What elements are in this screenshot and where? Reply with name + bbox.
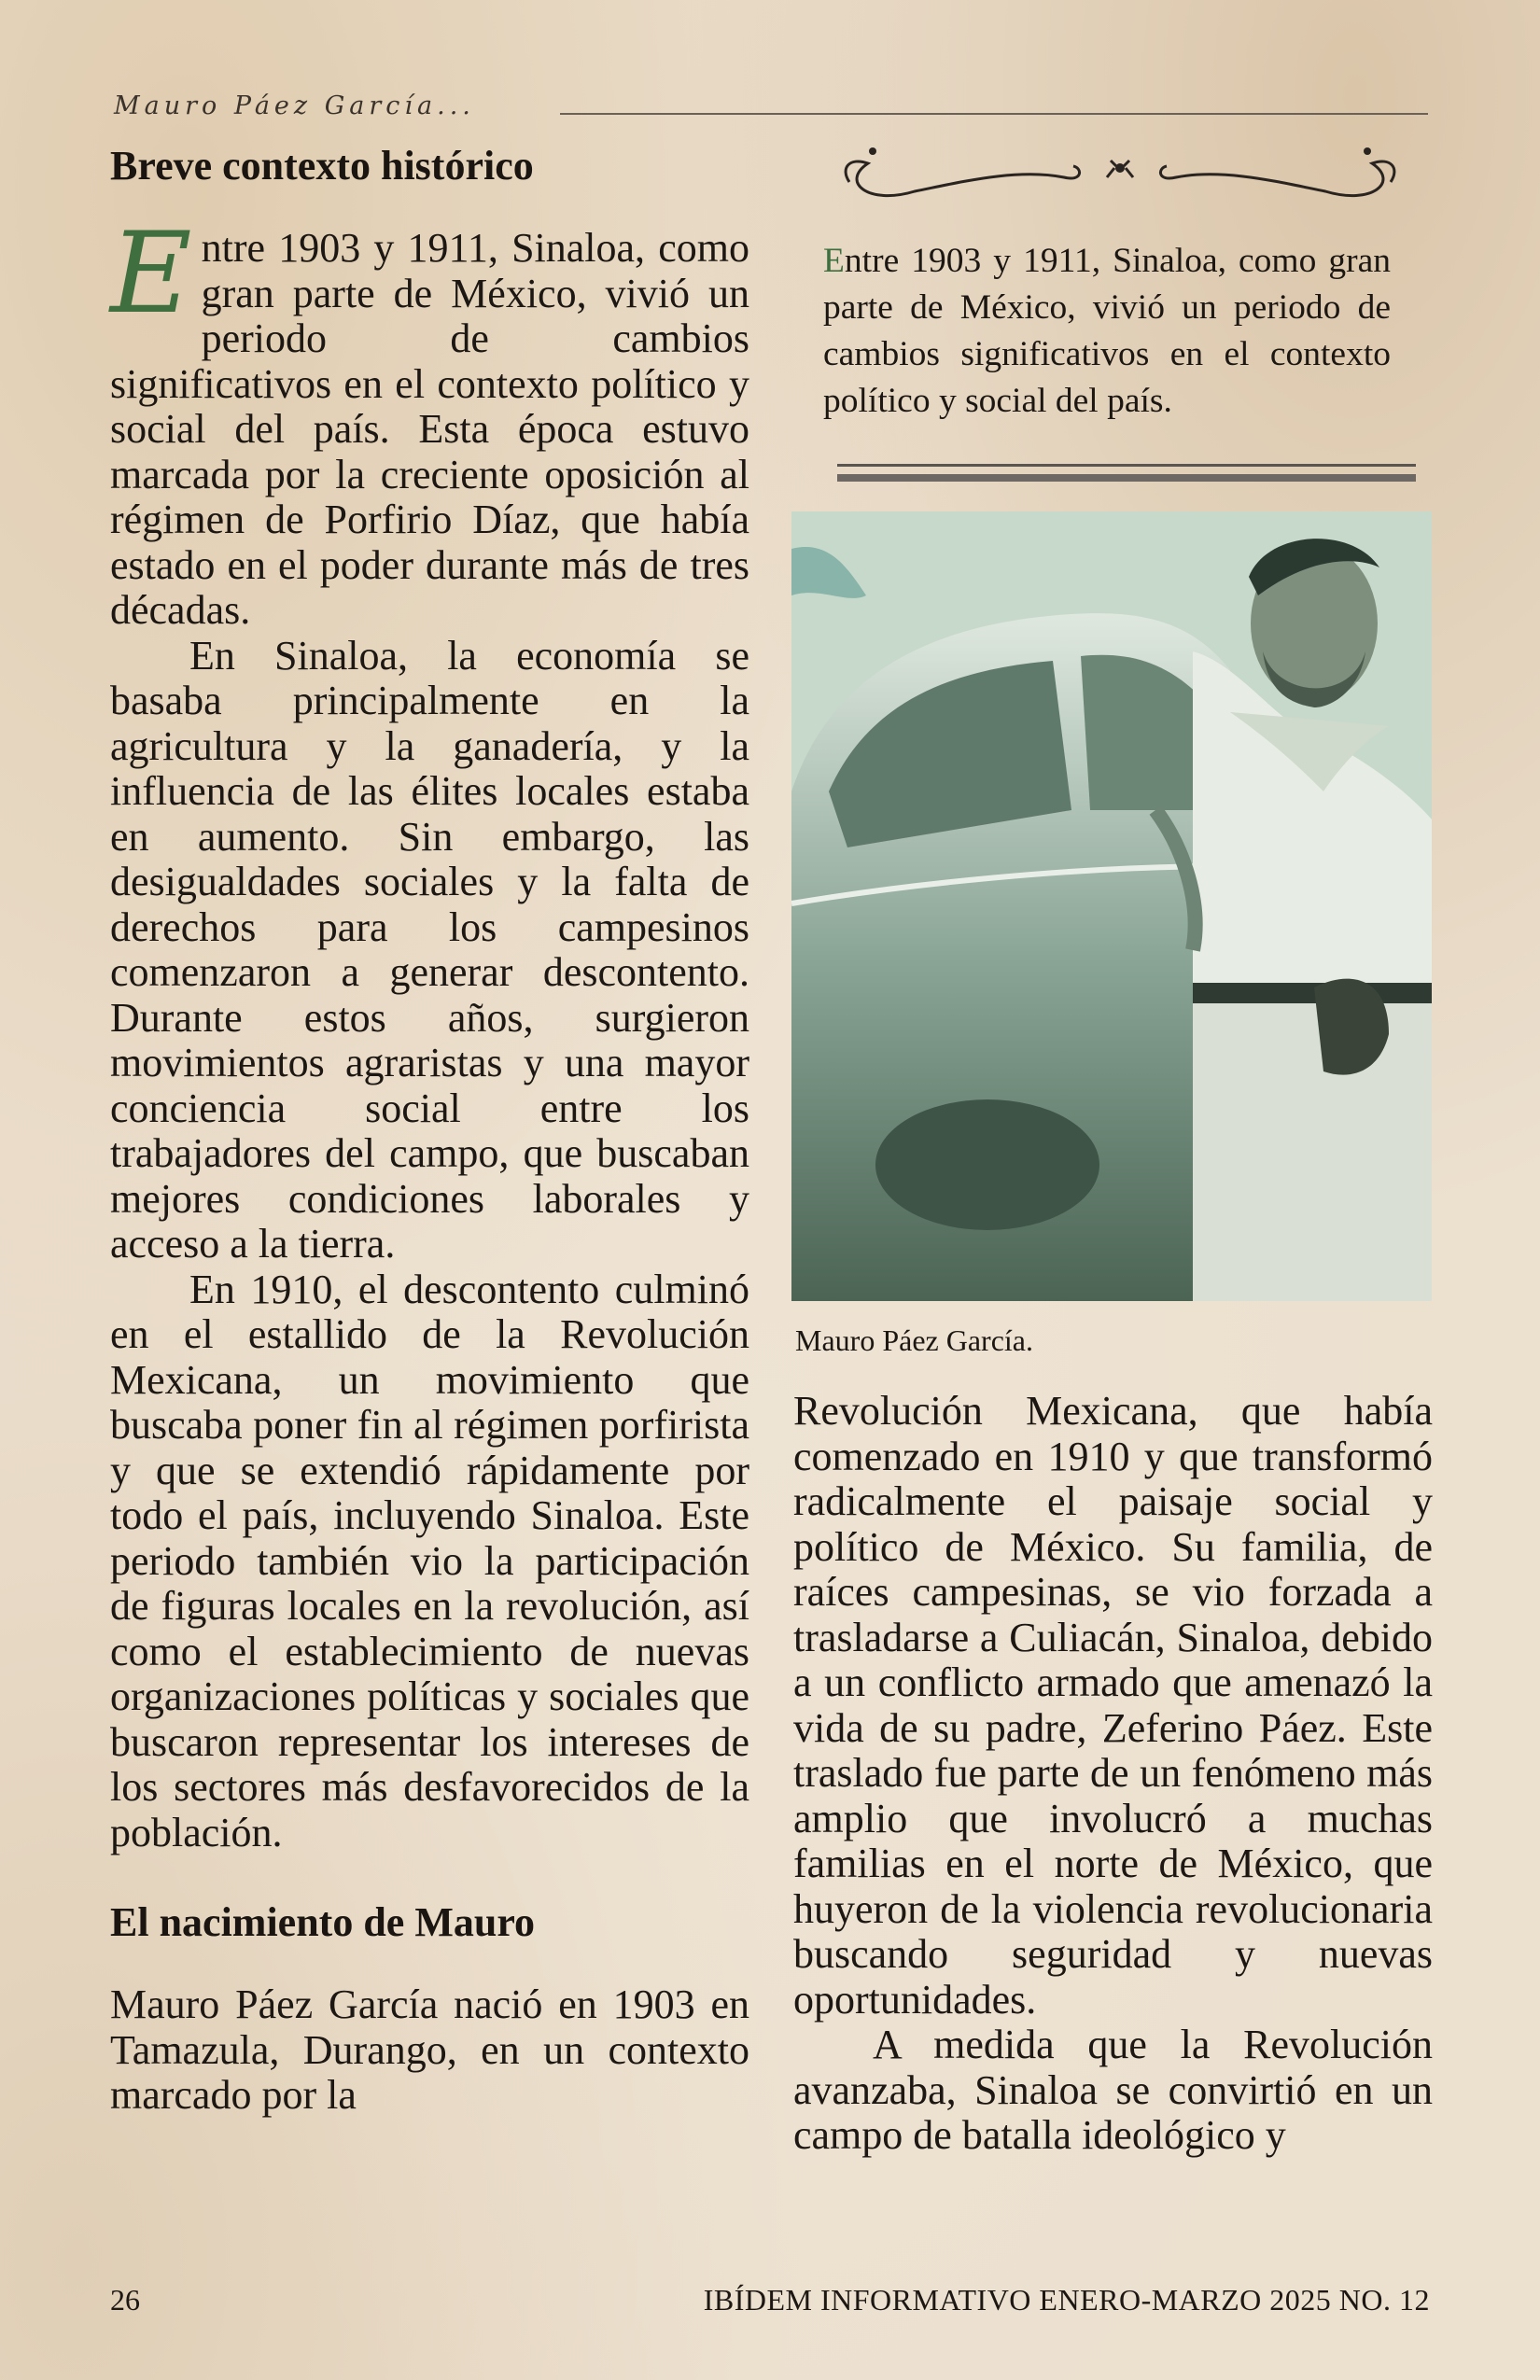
section-heading-context: Breve contexto histórico <box>110 143 534 189</box>
pull-quote-text: ntre 1903 y 1911, Sinaloa, como gran parte de México, vivió un periodo de cambios significativos en el contexto político y social del país. <box>823 242 1391 420</box>
paragraph-right-2: A medida que la Revolución avanzaba, Sinaloa se convirtió en un campo de batalla ideológico y <box>793 2022 1433 2158</box>
photo-caption: Mauro Páez García. <box>795 1323 1033 1357</box>
paragraph-birth: Mauro Páez García nació en 1903 en Tamazula, Durango, en un contexto marcado por la <box>110 1981 749 2118</box>
pull-quote-initial: E <box>823 242 845 280</box>
paragraph-context-2: En Sinaloa, la economía se basaba principalmente en la agricultura y la ganadería, y la influencia de las élites locales estaba en aumento. Sin embargo, las desigualdades sociales y la falta de derechos para los campesinos comenzaron a generar descontento. Durante estos años, surgieron movimientos agraristas y una mayor conciencia social entre los trabajadores del campo, que buscaban mejores condiciones laborales y acceso a la tierra. <box>110 632 749 1267</box>
publication-footer: IBÍDEM INFORMATIVO ENERO-MARZO 2025 NO. 12 <box>703 2283 1430 2317</box>
paragraph-context-3: En 1910, el descontento culminó en el estallido de la Revolución Mexicana, un movimiento que buscaba poner fin al régimen porfirista y que se extendió rápidamente por todo el país, incluyendo Sinaloa. Este periodo también vio la participación de figuras locales en la revolución, así como el establecimiento de nuevas organizaciones políticas y sociales que buscaron representar los intereses de los sectores más desfavorecidos de la población. <box>110 1266 749 1855</box>
right-column <box>793 1389 1433 2159</box>
drop-cap: E <box>110 209 192 339</box>
page-number: 26 <box>110 2283 140 2317</box>
running-title: Mauro Páez García... <box>114 91 475 120</box>
paragraph-right-1: Revolución Mexicana, que había comenzado en 1910 y que transformó radicalmente el paisaje social y político de México. Su familia, de raíces campesinas, se vio forzada a trasladarse a Culiacán, Sinaloa, debido a un conflicto armado que amenazó la vida de su padre, Zeferino Páez. Este traslado fue parte de un fenómeno más amplio que involucró a muchas familias en el norte de México, que huyeron de la violencia revolucionaria buscando seguridad y nuevas oportunidades. <box>793 1388 1433 2023</box>
pull-quote-rule-thick <box>837 474 1416 482</box>
left-column <box>110 140 749 2119</box>
flourish-ornament-icon <box>831 140 1409 215</box>
section-heading-birth: El nacimiento de Mauro <box>110 1899 536 1945</box>
paragraph-context-1 <box>110 209 749 634</box>
header-rule <box>560 113 1428 115</box>
pull-quote <box>823 238 1391 425</box>
pull-quote-rule <box>837 464 1416 467</box>
paragraph-context-1-text: ntre 1903 y 1911, Sinaloa, como gran parte de México, vivió un periodo de cambios significativos en el contexto político y social del país. Esta época estuvo marcada por la creciente oposición al régimen de Porfirio Díaz, que había estado en el poder durante más de tres décadas. <box>110 225 749 633</box>
portrait-photo <box>791 511 1432 1301</box>
